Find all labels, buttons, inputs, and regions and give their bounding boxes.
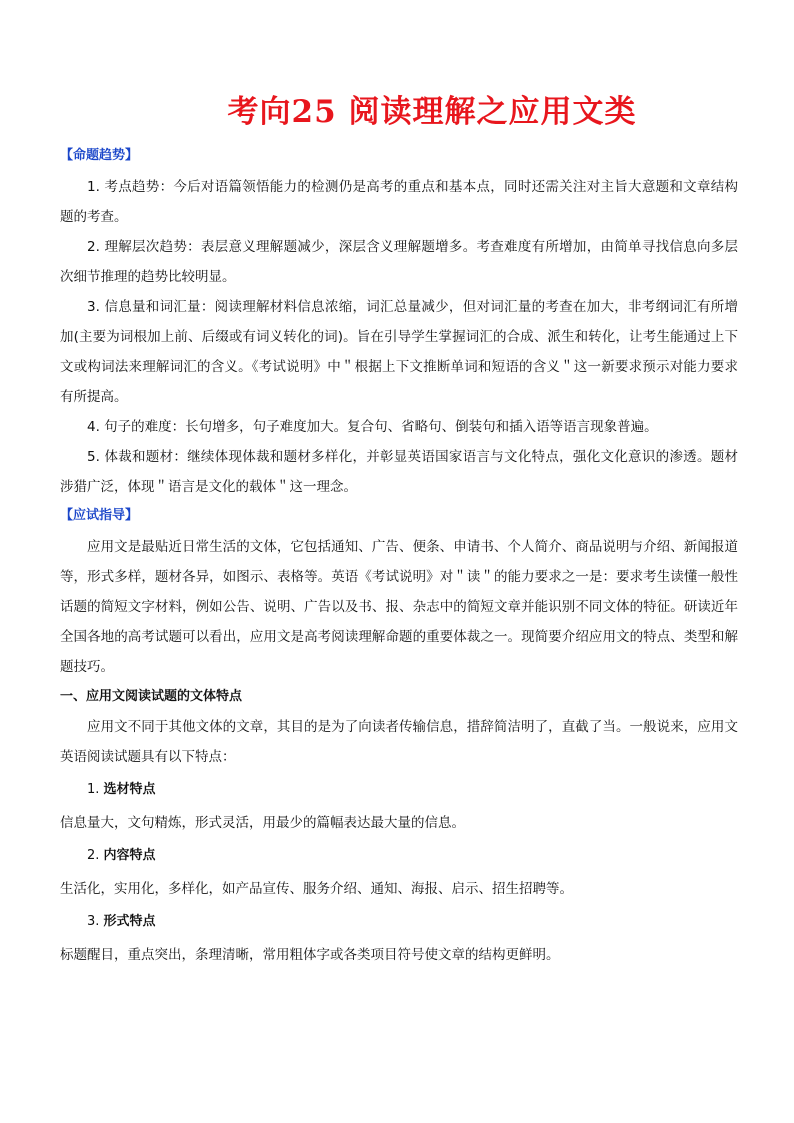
trend-item-5: 5. 体裁和题材：继续体现体裁和题材多样化，并彰显英语国家语言与文化特点，强化文化意识的渗透。题材涉猎广泛，体现＂语言是文化的载体＂这一理念。 [60, 449, 738, 495]
feature-text-3: 标题醒目，重点突出，条理清晰，常用粗体字或各类项目符号使文章的结构更鲜明。 [60, 947, 560, 963]
document-body [60, 146, 738, 970]
feature-number: 3. [87, 914, 100, 929]
section-heading-trend: 【命题趋势】 [60, 148, 139, 163]
feature-label: 选材特点 [103, 782, 156, 797]
page-title: 考向25 阅读理解之应用文类 [227, 94, 637, 130]
trend-item-1: 1. 考点趋势：今后对语篇领悟能力的检测仍是高考的重点和基本点，同时还需关注对主旨大意题和文章结构题的考查。 [60, 179, 738, 225]
feature-number: 1. [87, 782, 100, 797]
feature-text-2: 生活化，实用化，多样化，如产品宣传、服务介绍、通知、海报、启示、招生招聘等。 [60, 881, 573, 897]
trend-item-4: 4. 句子的难度：长句增多，句子难度加大。复合句、省略句、倒装句和插入语等语言现象普遍。 [87, 419, 658, 435]
part1-paragraph: 应用文不同于其他文体的文章，其目的是为了向读者传输信息，措辞简洁明了，直截了当。一般说来，应用文英语阅读试题具有以下特点： [60, 719, 738, 765]
feature-heading-1 [60, 772, 738, 808]
feature-text-1: 信息量大，文句精炼，形式灵活，用最少的篇幅表达最大量的信息。 [60, 815, 465, 831]
feature-number: 2. [87, 848, 100, 863]
feature-heading-3 [60, 904, 738, 940]
feature-label: 内容特点 [103, 848, 156, 863]
trend-item-2: 2. 理解层次趋势：表层意义理解题减少，深层含义理解题增多。考查难度有所增加，由简单寻找信息向多层次细节推理的趋势比较明显。 [60, 239, 738, 285]
guide-paragraph: 应用文是最贴近日常生活的文体，它包括通知、广告、便条、申请书、个人简介、商品说明与介绍、新闻报道等，形式多样，题材各异，如图示、表格等。英语《考试说明》对＂读＂的能力要求之一是：要求考生读懂一般性话题的简短文字材料，例如公告、说明、广告以及书、报、杂志中的简短文章并能识别不同文体的特征。研读近年全国各地的高考试题可以看出，应用文是高考阅读理解命题的重要体裁之一。现简要介绍应用文的特点、类型和解题技巧。 [60, 539, 738, 675]
feature-label: 形式特点 [103, 914, 156, 929]
section-heading-guide: 【应试指导】 [60, 508, 139, 523]
part1-heading: 一、应用文阅读试题的文体特点 [60, 689, 243, 704]
feature-heading-2 [60, 838, 738, 874]
trend-item-3: 3. 信息量和词汇量：阅读理解材料信息浓缩，词汇总量减少，但对词汇量的考查在加大，非考纲词汇有所增加(主要为词根加上前、后缀或有词义转化的词)。旨在引导学生掌握词汇的合成、派生和转化，让考生能通过上下文或构词法来理解词汇的含义。《考试说明》中＂根据上下文推断单词和短语的含义＂这一新要求预示对能力要求有所提高。 [60, 299, 738, 405]
